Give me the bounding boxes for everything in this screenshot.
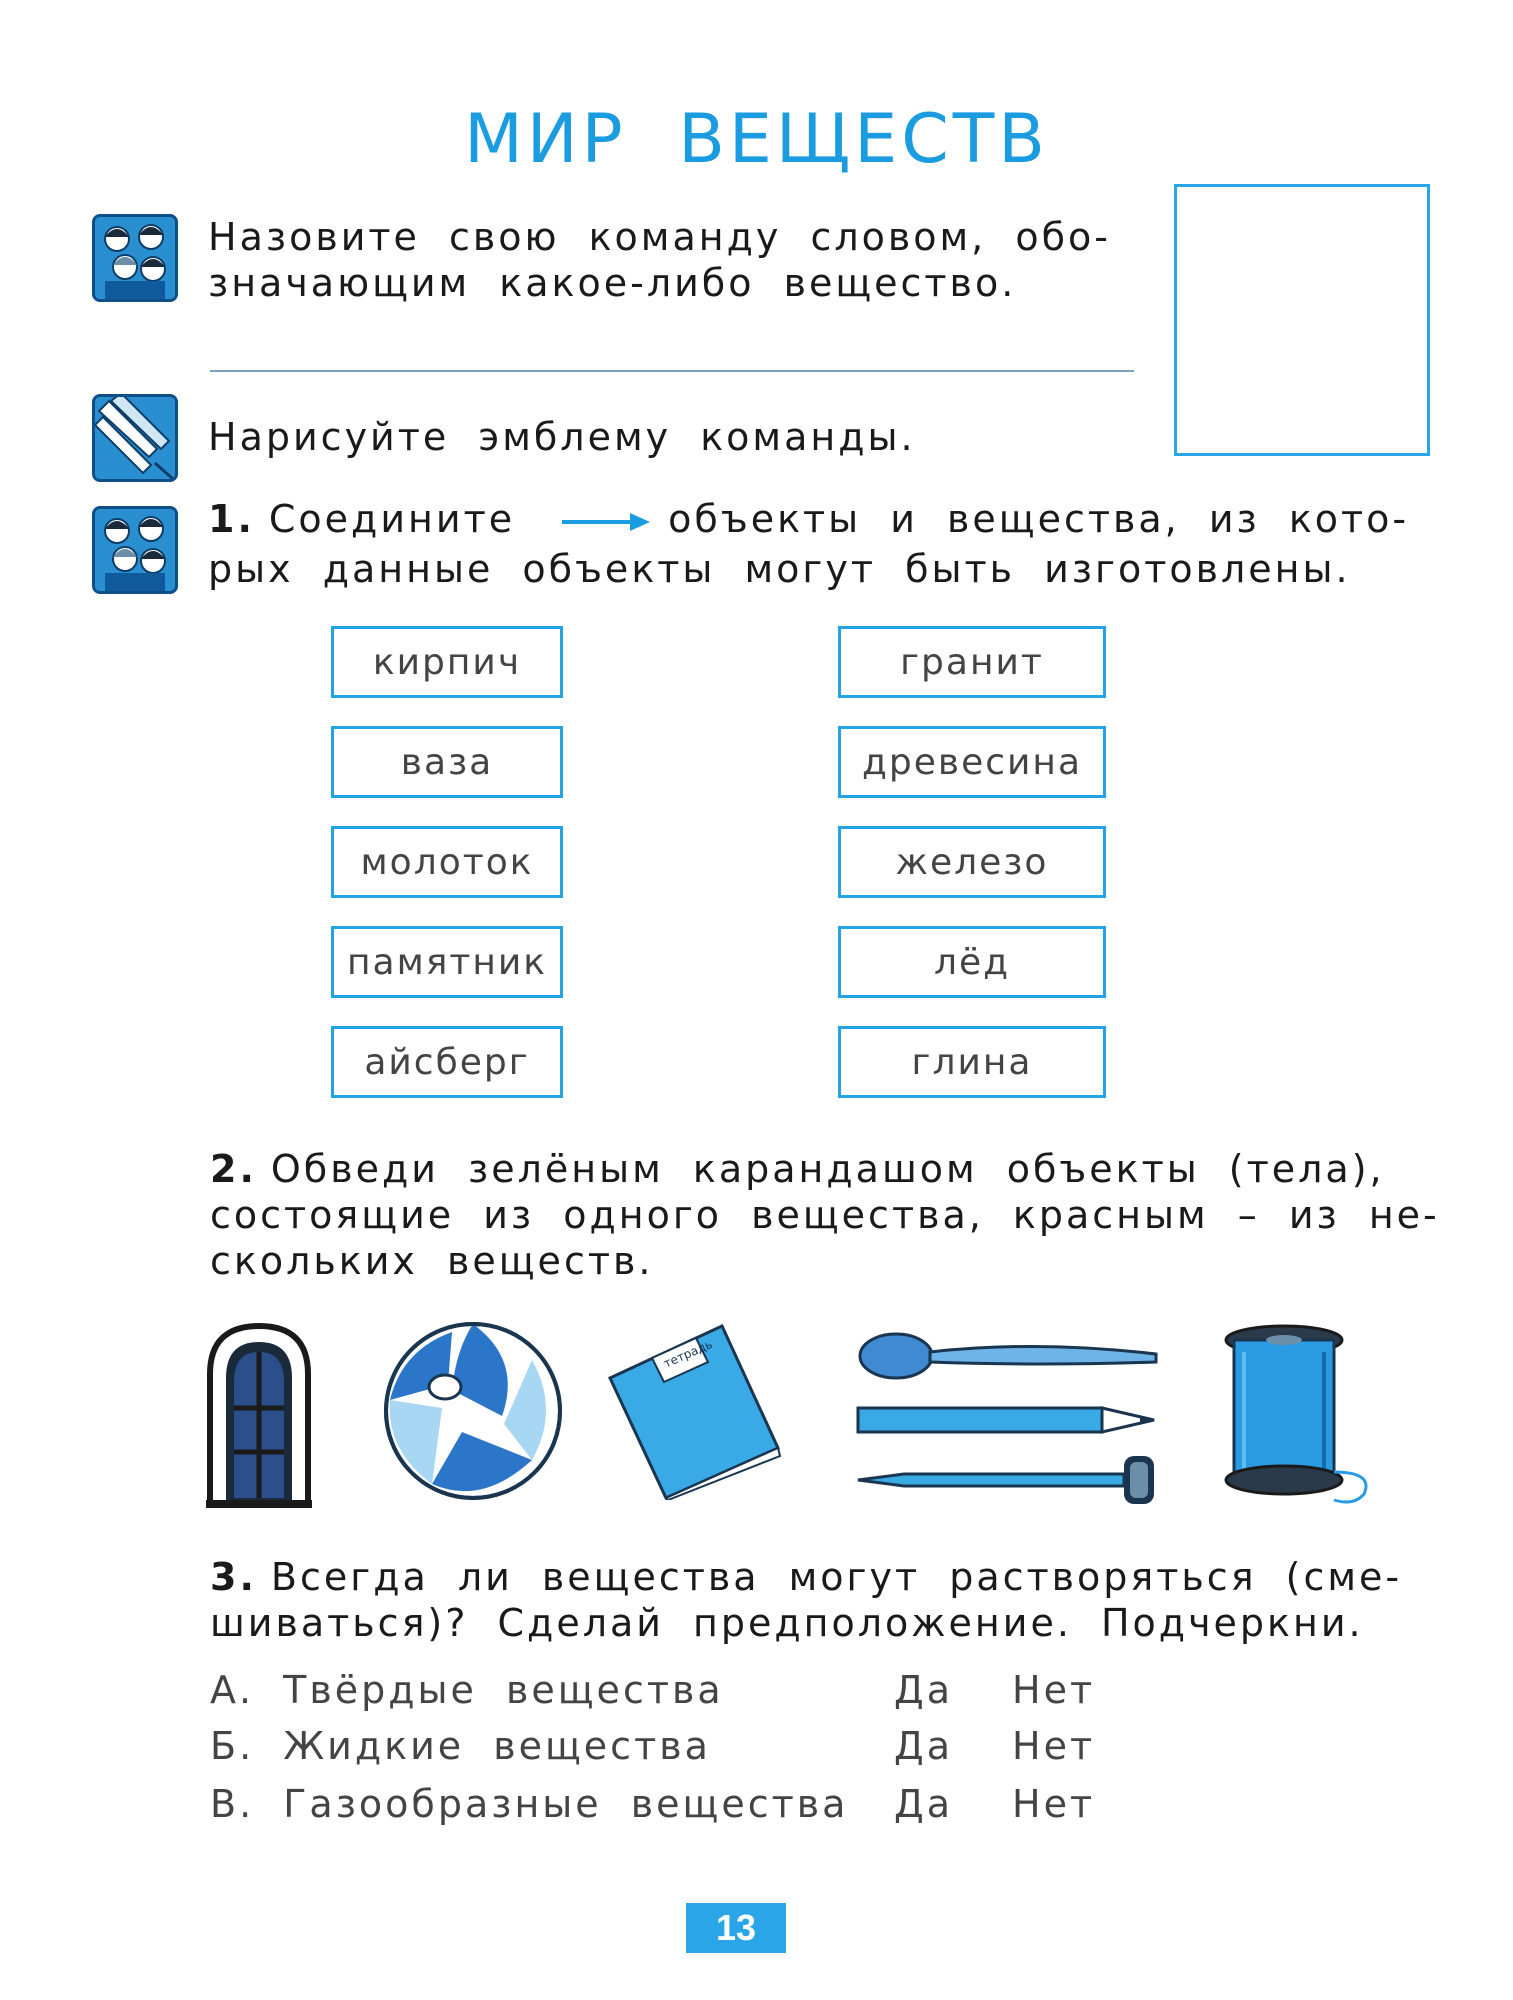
task1-connect-word: Соедините xyxy=(268,497,516,541)
substance-box[interactable]: лёд xyxy=(838,926,1106,998)
substance-box[interactable]: гранит xyxy=(838,626,1106,698)
object-box[interactable]: памятник xyxy=(331,926,563,998)
team-icon xyxy=(92,214,178,302)
task1-line-1-rest: объекты и вещества, из кото- xyxy=(668,497,1410,541)
arrow-icon xyxy=(560,510,652,534)
object-box[interactable]: ваза xyxy=(331,726,563,798)
task3-line-1 xyxy=(210,1554,1402,1600)
task2-line-3: скольких веществ. xyxy=(210,1239,654,1283)
task1-number: 1. xyxy=(208,497,255,541)
task3-line-1-text: Всегда ли вещества могут растворяться (сме- xyxy=(270,1555,1403,1599)
intro-line-1: Назовите свою команду словом, обо- xyxy=(208,215,1111,259)
nail-icon[interactable] xyxy=(854,1452,1164,1508)
answer-no[interactable]: Нет xyxy=(1012,1668,1096,1712)
task2-line-1 xyxy=(210,1146,1385,1192)
substance-box[interactable]: глина xyxy=(838,1026,1106,1098)
answer-yes[interactable]: Да xyxy=(894,1782,953,1826)
intro-line-2: значающим какое-либо вещество. xyxy=(208,261,1017,305)
answer-no[interactable]: Нет xyxy=(1012,1782,1096,1826)
team-icon xyxy=(92,506,178,594)
object-box[interactable]: айсберг xyxy=(331,1026,563,1098)
object-box[interactable]: кирпич xyxy=(331,626,563,698)
answer-row-label: Б. Жидкие вещества xyxy=(210,1724,711,1768)
answer-no[interactable]: Нет xyxy=(1012,1724,1096,1768)
task3-number: 3. xyxy=(210,1555,257,1599)
page-number: 13 xyxy=(686,1903,786,1953)
task1-line-1 xyxy=(208,496,1409,542)
spoon-icon[interactable] xyxy=(856,1320,1162,1390)
task1-line-2: рых данные объекты могут быть изготовлены. xyxy=(208,547,1351,591)
substance-box[interactable]: железо xyxy=(838,826,1106,898)
answer-yes[interactable]: Да xyxy=(894,1724,953,1768)
ball-icon[interactable] xyxy=(382,1320,564,1502)
task3-line-2: шиваться)? Сделай предположение. Подчеркни. xyxy=(210,1601,1364,1645)
emblem-drawing-box[interactable] xyxy=(1174,184,1430,456)
substance-box[interactable]: древесина xyxy=(838,726,1106,798)
pencils-icon xyxy=(92,394,178,482)
task2-number: 2. xyxy=(210,1147,257,1191)
object-box[interactable]: молоток xyxy=(331,826,563,898)
pencil-icon[interactable] xyxy=(854,1402,1160,1438)
thread-spool-icon[interactable] xyxy=(1214,1322,1384,1506)
answer-row-label: А. Твёрдые вещества xyxy=(210,1668,724,1712)
window-icon[interactable] xyxy=(206,1322,312,1508)
task2-line-1-text: Обведи зелёным карандашом объекты (тела), xyxy=(270,1147,1385,1191)
answer-row-label: В. Газообразные вещества xyxy=(210,1782,849,1826)
emblem-instruction: Нарисуйте эмблему команды. xyxy=(208,415,916,459)
answer-yes[interactable]: Да xyxy=(894,1668,953,1712)
team-name-answer-line[interactable] xyxy=(210,370,1134,372)
notebook-label: тетрадь xyxy=(661,1336,715,1371)
task2-line-2: состоящие из одного вещества, красным – из не- xyxy=(210,1193,1440,1237)
page-title: МИР ВЕЩЕСТВ xyxy=(464,100,1049,179)
notebook-icon[interactable] xyxy=(604,1322,784,1500)
